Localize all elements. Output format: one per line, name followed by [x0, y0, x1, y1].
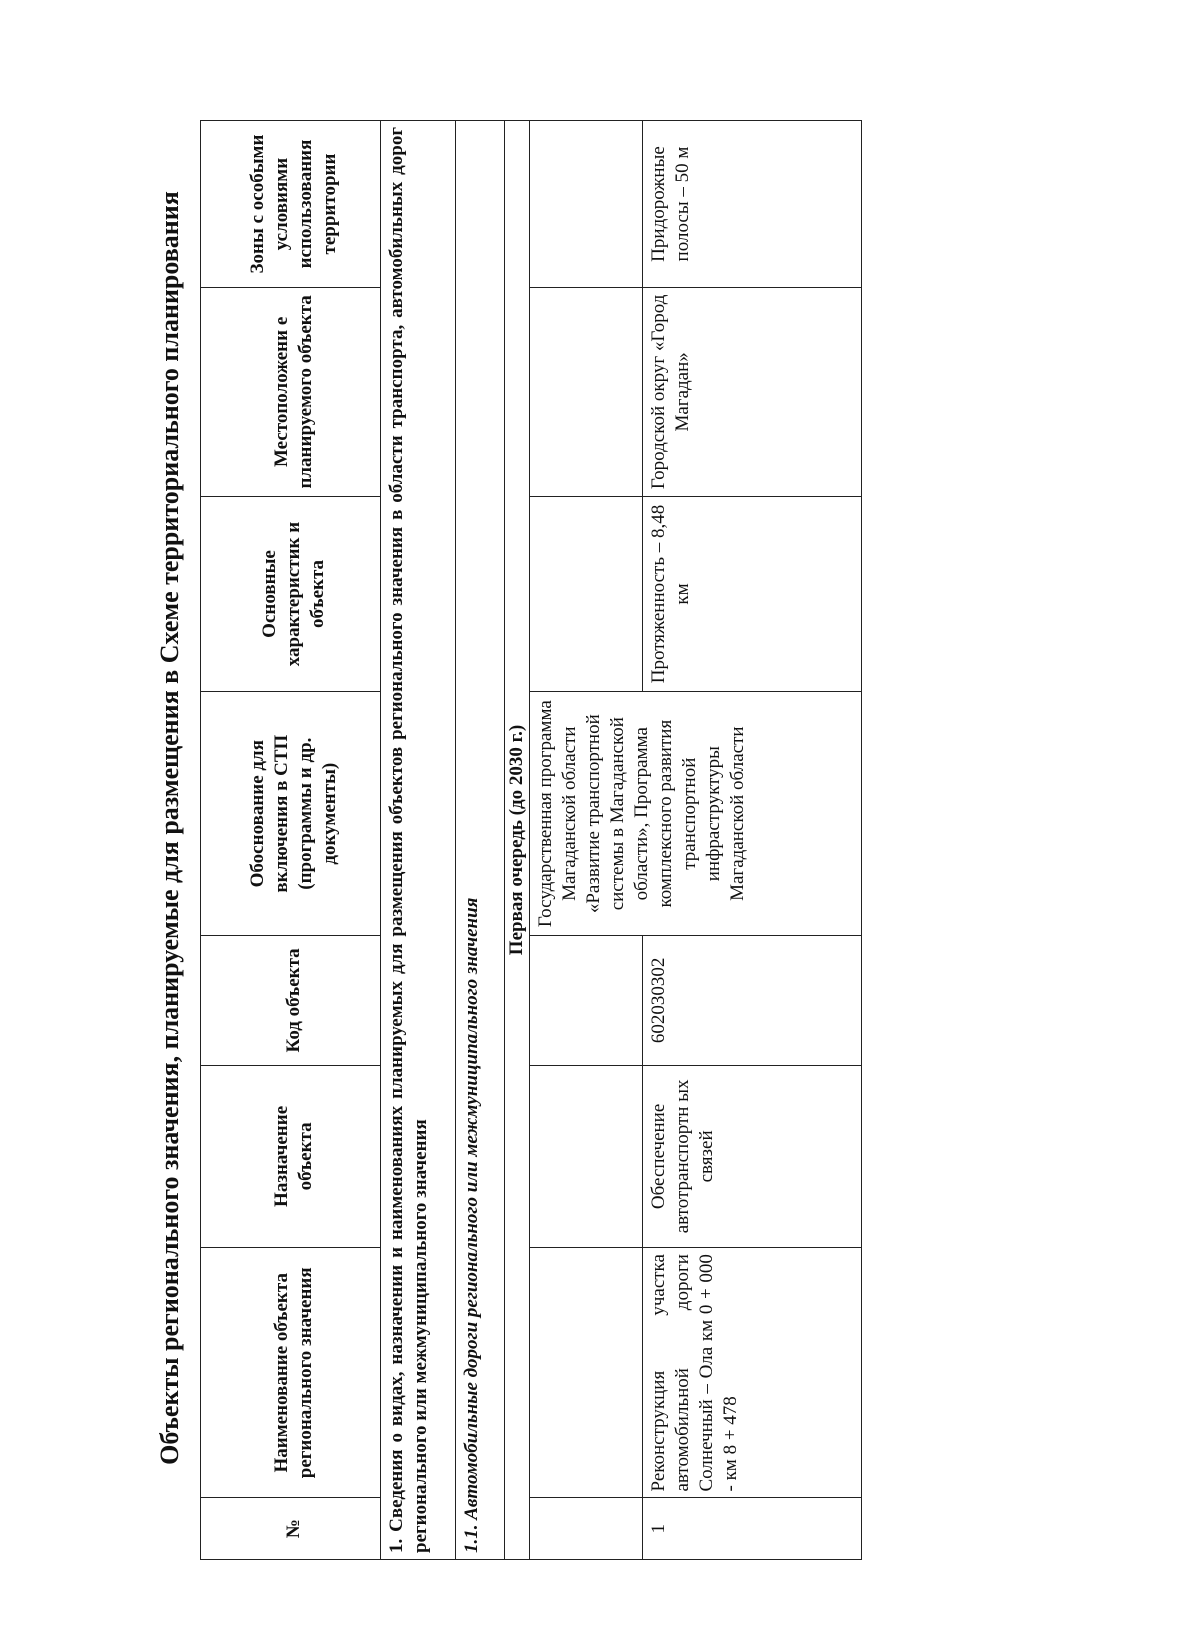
cell-characteristics: Протяженность – 8,48 км — [643, 496, 862, 692]
cell-name: Реконструкция участка автомобильной дороги Солнечный – Ола км 0 + 000 - км 8 + 478 — [643, 1248, 862, 1498]
stage-row — [505, 121, 530, 1560]
col-header-characteristics: Основные характеристик и объекта — [201, 496, 381, 692]
cell-location: Городской округ «Город Магадан» — [643, 288, 862, 497]
subsection-title: 1.1. Автомобильные дороги регионального или межмуниципального значения — [456, 121, 505, 1560]
cell-code: 602030302 — [643, 936, 862, 1066]
cell-number: 1 — [643, 1498, 862, 1560]
empty-cell — [530, 496, 643, 692]
cell-reason: Государственная программа Магаданской области «Развитие транспортной системы в Магаданской области», Программа комплексного развития транспортной инфраструктуры Магаданской области — [530, 692, 862, 936]
cell-purpose: Обеспечение автотранспортн ых связей — [643, 1065, 862, 1247]
empty-row — [530, 121, 643, 1560]
objects-table — [200, 120, 862, 1560]
table-header-row — [201, 121, 381, 1560]
col-header-name: Наименование объекта регионального значения — [201, 1248, 381, 1498]
subsection-row — [456, 121, 505, 1560]
col-header-number: № — [201, 1498, 381, 1560]
empty-cell — [530, 1248, 643, 1498]
col-header-reason: Обоснование для включения в СТП (программы и др. документы) — [201, 692, 381, 936]
col-header-zones: Зоны с особыми условиями использования территории — [201, 121, 381, 288]
empty-cell — [530, 936, 643, 1066]
document-title: Объекты регионального значения, планируемые для размещения в Схеме территориального планирования — [155, 191, 184, 1465]
col-header-code: Код объекта — [201, 936, 381, 1066]
empty-cell — [530, 1498, 643, 1560]
rotated-page — [148, 98, 848, 1578]
empty-cell — [530, 121, 643, 288]
section-title: 1. Сведения о видах, назначении и наименованиях планируемых для размещения объектов регионального значения в области транспорта, автомобильных дорог регионального или межмуниципального значения — [381, 121, 456, 1560]
stage-title: Первая очередь (до 2030 г.) — [505, 121, 530, 1560]
empty-cell — [530, 288, 643, 497]
empty-cell — [530, 1065, 643, 1247]
cell-zones: Придорожные полосы – 50 м — [643, 121, 862, 288]
col-header-location: Местоположени е планируемого объекта — [201, 288, 381, 497]
col-header-purpose: Назначение объекта — [201, 1065, 381, 1247]
section-row — [381, 121, 456, 1560]
